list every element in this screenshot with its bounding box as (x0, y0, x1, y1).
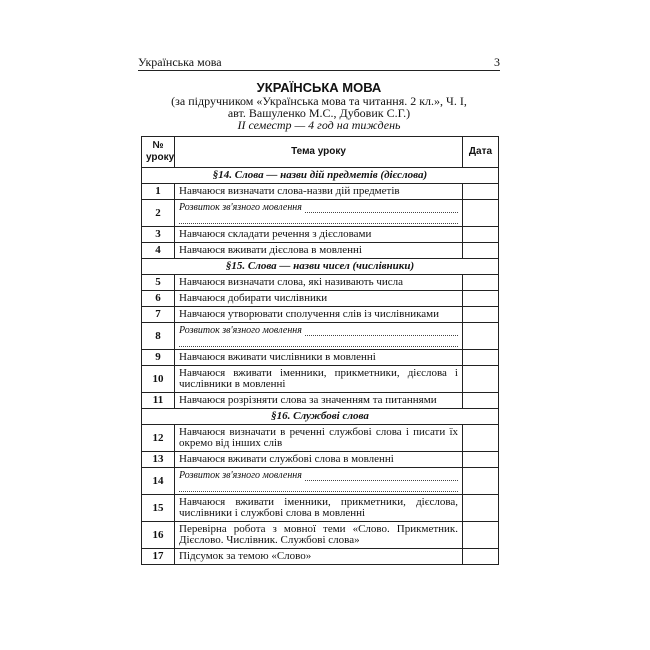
lesson-plan-table (141, 136, 499, 565)
lesson-number: 6 (142, 291, 175, 307)
section-title: §15. Слова — назви чисел (числівники) (142, 259, 499, 275)
blank-fill-line (305, 204, 458, 213)
table-row (142, 307, 499, 323)
table-row (142, 522, 499, 549)
semester-info: ІІ семестр — 4 год на тиждень (237, 118, 401, 132)
lesson-number: 14 (142, 468, 175, 495)
title-block (138, 80, 500, 131)
textbook-reference: (за підручником «Українська мова та читання. 2 кл.», Ч. І, (171, 94, 467, 108)
table-row (142, 243, 499, 259)
table-row (142, 393, 499, 409)
date-cell (463, 323, 499, 350)
date-cell (463, 307, 499, 323)
table-row (142, 425, 499, 452)
lesson-topic: Навчаюся розрізняти слова за значенням та питаннями (175, 393, 463, 409)
lesson-number: 17 (142, 549, 175, 565)
speech-development-cell (175, 468, 463, 495)
section-title: §16. Службові слова (142, 409, 499, 425)
date-cell (463, 366, 499, 393)
date-cell (463, 522, 499, 549)
blank-fill-line (179, 483, 458, 492)
lesson-number: 8 (142, 323, 175, 350)
lesson-number: 12 (142, 425, 175, 452)
lesson-number: 15 (142, 495, 175, 522)
lesson-number: 3 (142, 227, 175, 243)
blank-fill-line (305, 327, 458, 336)
table-row (142, 452, 499, 468)
date-cell (463, 291, 499, 307)
table-row (142, 200, 499, 227)
speech-development-cell (175, 200, 463, 227)
lesson-number: 1 (142, 184, 175, 200)
table-row (142, 549, 499, 565)
date-cell (463, 243, 499, 259)
lesson-topic: Перевірна робота з мовної теми «Слово. Прикметник. Дієслово. Числівник. Службові слова» (175, 522, 463, 549)
lesson-topic: Навчаюся складати речення з дієсловами (175, 227, 463, 243)
table-row (142, 468, 499, 495)
lesson-topic: Навчаюся добирати числівники (175, 291, 463, 307)
lesson-topic: Навчаюся визначати слова, які називають числа (175, 275, 463, 291)
running-header (138, 54, 500, 71)
blank-fill-line (179, 215, 458, 224)
lesson-number: 7 (142, 307, 175, 323)
lesson-topic: Навчаюся вживати службові слова в мовленні (175, 452, 463, 468)
table-row (142, 184, 499, 200)
blank-fill-line (179, 338, 458, 347)
table-row (142, 495, 499, 522)
speech-development-cell (175, 323, 463, 350)
table-row (142, 227, 499, 243)
header-lesson-number: № уроку (142, 137, 175, 168)
running-title: Українська мова (138, 55, 222, 69)
blank-fill-line (305, 472, 458, 481)
date-cell (463, 452, 499, 468)
speech-development-line (179, 325, 458, 336)
section-row (142, 259, 499, 275)
page-number: 3 (494, 55, 500, 69)
date-cell (463, 227, 499, 243)
date-cell (463, 184, 499, 200)
table-header-row (142, 137, 499, 168)
lesson-topic: Підсумок за темою «Слово» (175, 549, 463, 565)
date-cell (463, 425, 499, 452)
lesson-number: 11 (142, 393, 175, 409)
speech-development-line (179, 202, 458, 213)
date-cell (463, 393, 499, 409)
date-cell (463, 549, 499, 565)
lesson-topic: Розвиток зв'язного мовлення (179, 325, 302, 336)
lesson-topic: Навчаюся визначати в реченні службові слова і писати їх окремо від інших слів (175, 425, 463, 452)
section-title: §14. Слова — назви дій предметів (дієслова) (142, 168, 499, 184)
lesson-number: 5 (142, 275, 175, 291)
table-row (142, 350, 499, 366)
lesson-number: 13 (142, 452, 175, 468)
speech-development-line (179, 470, 458, 481)
date-cell (463, 275, 499, 291)
lesson-number: 9 (142, 350, 175, 366)
table-row (142, 275, 499, 291)
document-title: УКРАЇНСЬКА МОВА (256, 80, 382, 95)
lesson-topic: Навчаюся визначати слова-назви дій предметів (175, 184, 463, 200)
table-row (142, 291, 499, 307)
lesson-topic: Навчаюся вживати числівники в мовленні (175, 350, 463, 366)
section-row (142, 168, 499, 184)
lesson-number: 2 (142, 200, 175, 227)
header-date: Дата (463, 137, 499, 168)
table-body (142, 168, 499, 565)
table-row (142, 366, 499, 393)
date-cell (463, 200, 499, 227)
lesson-topic: Навчаюся утворювати сполучення слів із числівниками (175, 307, 463, 323)
lesson-topic: Навчаюся вживати дієслова в мовленні (175, 243, 463, 259)
lesson-number: 4 (142, 243, 175, 259)
section-row (142, 409, 499, 425)
table-row (142, 323, 499, 350)
lesson-number: 10 (142, 366, 175, 393)
lesson-topic: Розвиток зв'язного мовлення (179, 470, 302, 481)
date-cell (463, 350, 499, 366)
lesson-topic: Навчаюся вживати іменники, прикметники, дієслова, числівники і службові слова в мовленні (175, 495, 463, 522)
lesson-topic: Розвиток зв'язного мовлення (179, 202, 302, 213)
date-cell (463, 495, 499, 522)
date-cell (463, 468, 499, 495)
header-lesson-topic: Тема уроку (175, 137, 463, 168)
lesson-number: 16 (142, 522, 175, 549)
textbook-authors: авт. Вашуленко М.С., Дубовик С.Г.) (227, 106, 411, 120)
lesson-topic: Навчаюся вживати іменники, прикметники, дієслова і числівники в мовленні (175, 366, 463, 393)
